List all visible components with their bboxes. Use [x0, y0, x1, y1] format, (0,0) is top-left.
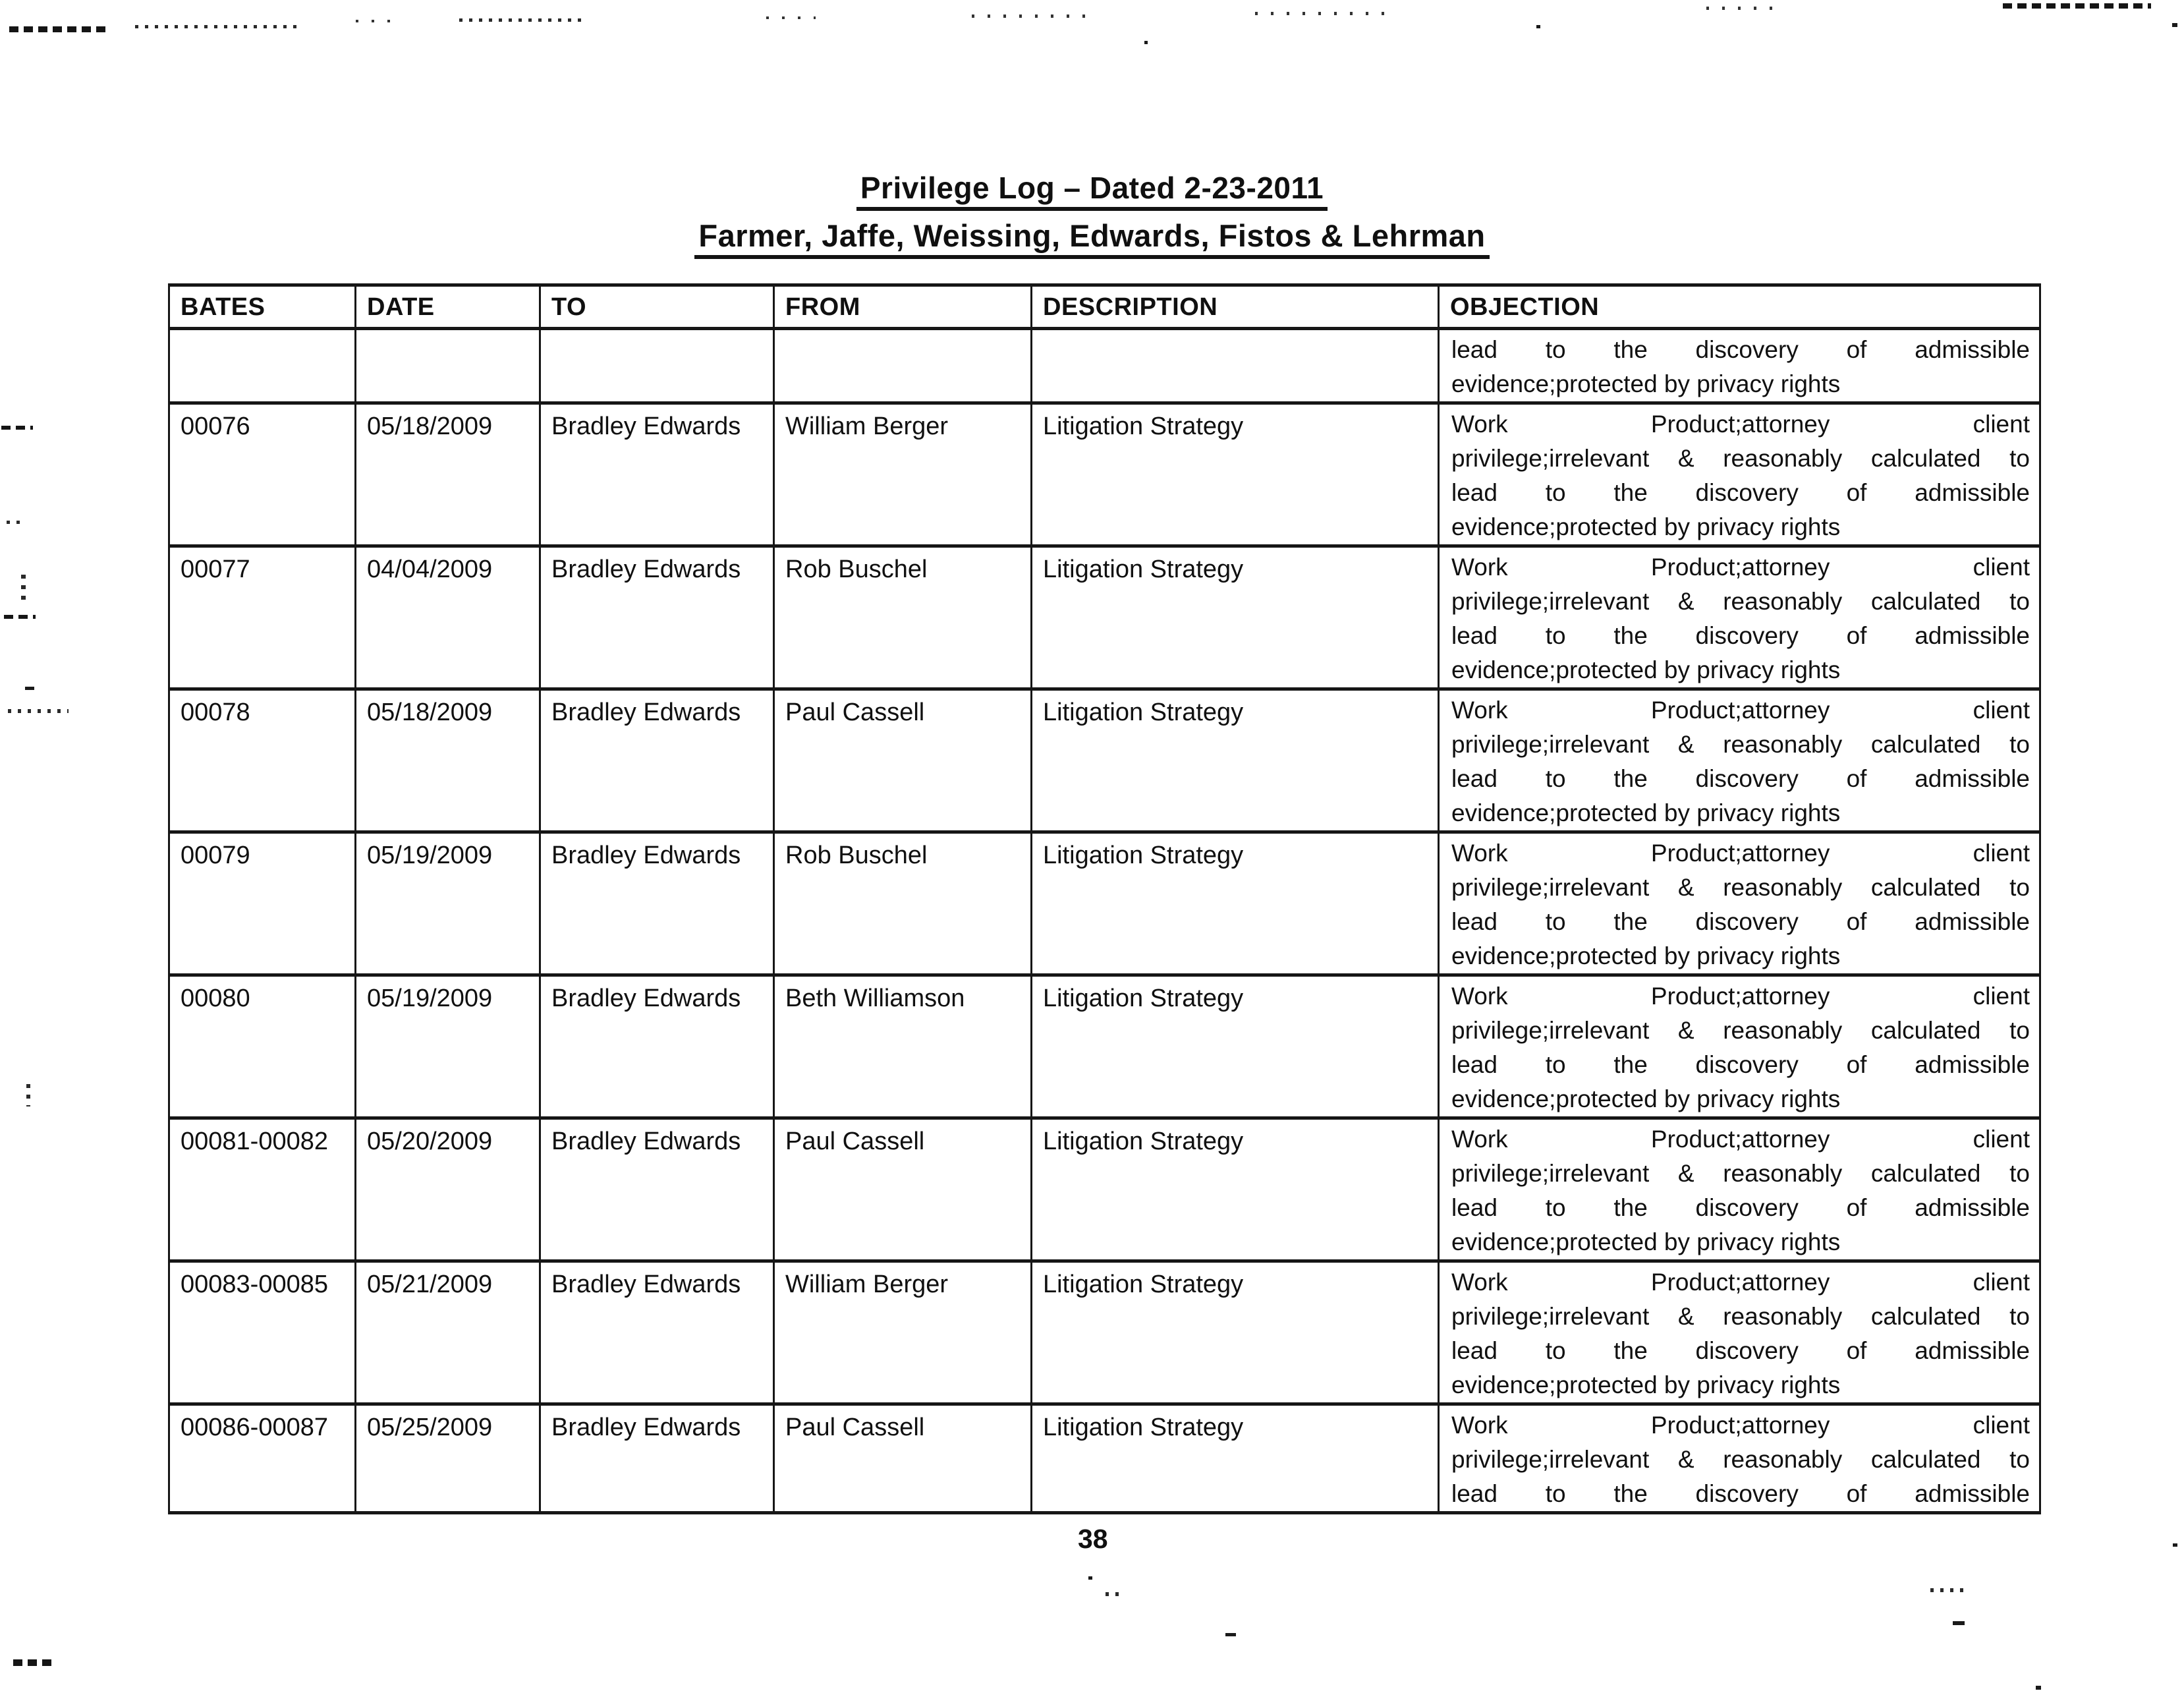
scan-artifact: [1106, 1592, 1124, 1596]
from-cell: Rob Buschel: [774, 832, 1032, 975]
scan-artifact: [1953, 1621, 1965, 1625]
bates-cell: 00078: [169, 689, 356, 832]
date-cell: 05/18/2009: [356, 403, 540, 546]
objection-line: privilege;irrelevant & reasonably calculated to: [1451, 1303, 2030, 1330]
scan-artifact: [1088, 1576, 1092, 1580]
from-cell: Paul Cassell: [774, 689, 1032, 832]
scan-artifact: [25, 687, 34, 690]
scan-artifact: [13, 1659, 54, 1666]
to-cell: Bradley Edwards: [540, 832, 774, 975]
from-cell: William Berger: [774, 1261, 1032, 1404]
to-cell: Bradley Edwards: [540, 975, 774, 1118]
to-cell: Bradley Edwards: [540, 403, 774, 546]
scan-artifact: [1536, 25, 1540, 28]
description-cell: Litigation Strategy: [1032, 1404, 1439, 1513]
scan-artifact: [2172, 23, 2177, 27]
objection-line: evidence;protected by privacy rights: [1451, 513, 1841, 540]
privilege-log-table: [168, 283, 2041, 1514]
date-cell: 05/18/2009: [356, 689, 540, 832]
objection-line: privilege;irrelevant & reasonably calculated to: [1451, 588, 2030, 615]
document-subtitle: [0, 220, 2184, 259]
scan-artifact: [1706, 7, 1779, 10]
description-cell: Litigation Strategy: [1032, 1261, 1439, 1404]
table-header-row: [169, 285, 2040, 329]
objection-line: privilege;irrelevant & reasonably calculated to: [1451, 731, 2030, 758]
bates-cell: 00079: [169, 832, 356, 975]
scan-artifact: [1225, 1633, 1236, 1636]
objection-line: evidence;protected by privacy rights: [1451, 1085, 1841, 1112]
table-row: [169, 403, 2040, 546]
column-header-objection: OBJECTION: [1439, 285, 2040, 329]
objection-line: evidence;protected by privacy rights: [1451, 1371, 1841, 1398]
objection-line: lead to the discovery of admissible: [1451, 1337, 2030, 1364]
column-header-to: TO: [540, 285, 774, 329]
bates-cell: [169, 329, 356, 403]
objection-line: Work Product;attorney client: [1451, 983, 2030, 1010]
scan-artifact: [766, 16, 816, 19]
objection-cell: [1439, 1404, 2040, 1513]
to-cell: Bradley Edwards: [540, 1261, 774, 1404]
objection-line: lead to the discovery of admissible: [1451, 622, 2030, 649]
bates-cell: 00077: [169, 546, 356, 689]
document-title-text: Privilege Log – Dated 2-23-2011: [856, 173, 1328, 211]
column-header-date: DATE: [356, 285, 540, 329]
page-number: 38: [1078, 1524, 1108, 1554]
scan-artifact: [356, 20, 402, 22]
objection-cell: [1439, 546, 2040, 689]
from-cell: Paul Cassell: [774, 1404, 1032, 1513]
objection-line: privilege;irrelevant & reasonably calculated to: [1451, 1017, 2030, 1044]
from-cell: Paul Cassell: [774, 1118, 1032, 1261]
scan-artifact: [1144, 41, 1148, 44]
to-cell: Bradley Edwards: [540, 1404, 774, 1513]
scan-artifact: [8, 709, 69, 713]
table-row: [169, 975, 2040, 1118]
objection-cell: [1439, 689, 2040, 832]
objection-line: lead to the discovery of admissible: [1451, 1480, 2030, 1507]
date-cell: 05/21/2009: [356, 1261, 540, 1404]
objection-line: lead to the discovery of admissible: [1451, 1194, 2030, 1221]
from-cell: Rob Buschel: [774, 546, 1032, 689]
objection-line: lead to the discovery of admissible: [1451, 765, 2030, 792]
objection-line: lead to the discovery of admissible: [1451, 1051, 2030, 1078]
from-cell: [774, 329, 1032, 403]
scan-artifact: [4, 615, 36, 619]
document-subtitle-text: Farmer, Jaffe, Weissing, Edwards, Fistos & Lehrman: [694, 220, 1489, 259]
scan-artifact: [2003, 3, 2151, 9]
objection-line: lead to the discovery of admissible: [1451, 479, 2030, 506]
column-header-bates: BATES: [169, 285, 356, 329]
bates-cell: 00076: [169, 403, 356, 546]
objection-line: privilege;irrelevant & reasonably calculated to: [1451, 874, 2030, 901]
objection-line: privilege;irrelevant & reasonably calculated to: [1451, 1160, 2030, 1187]
scan-artifact: [1930, 1588, 1970, 1592]
to-cell: [540, 329, 774, 403]
scan-artifact: [21, 575, 26, 601]
table-row: [169, 1118, 2040, 1261]
from-cell: William Berger: [774, 403, 1032, 546]
objection-line: evidence;protected by privacy rights: [1451, 942, 1841, 969]
objection-line: evidence;protected by privacy rights: [1451, 370, 1841, 397]
objection-line: Work Product;attorney client: [1451, 1126, 2030, 1153]
date-cell: 05/20/2009: [356, 1118, 540, 1261]
scan-artifact: [459, 18, 581, 22]
objection-line: evidence;protected by privacy rights: [1451, 656, 1841, 683]
objection-cell: [1439, 832, 2040, 975]
objection-line: privilege;irrelevant & reasonably calculated to: [1451, 445, 2030, 472]
objection-line: evidence;protected by privacy rights: [1451, 1228, 1841, 1255]
description-cell: Litigation Strategy: [1032, 403, 1439, 546]
description-cell: Litigation Strategy: [1032, 546, 1439, 689]
objection-line: privilege;irrelevant & reasonably calculated to: [1451, 1446, 2030, 1473]
description-cell: [1032, 329, 1439, 403]
scan-artifact: [2036, 1686, 2041, 1690]
table-row: [169, 329, 2040, 403]
scan-artifact: [1255, 12, 1387, 15]
from-cell: Beth Williamson: [774, 975, 1032, 1118]
objection-line: Work Product;attorney client: [1451, 411, 2030, 438]
objection-line: Work Product;attorney client: [1451, 554, 2030, 581]
objection-cell: [1439, 403, 2040, 546]
objection-line: lead to the discovery of admissible: [1451, 336, 2030, 363]
description-cell: Litigation Strategy: [1032, 832, 1439, 975]
table-row: [169, 1404, 2040, 1513]
objection-line: lead to the discovery of admissible: [1451, 908, 2030, 935]
description-cell: Litigation Strategy: [1032, 975, 1439, 1118]
bates-cell: 00081-00082: [169, 1118, 356, 1261]
objection-cell: [1439, 1261, 2040, 1404]
column-header-from: FROM: [774, 285, 1032, 329]
document-title: [0, 173, 2184, 211]
document-titles: [0, 173, 2184, 268]
objection-line: evidence;protected by privacy rights: [1451, 799, 1841, 826]
bates-cell: 00086-00087: [169, 1404, 356, 1513]
table-row: [169, 689, 2040, 832]
description-cell: Litigation Strategy: [1032, 689, 1439, 832]
table-row: [169, 546, 2040, 689]
scan-artifact: [26, 1084, 30, 1106]
to-cell: Bradley Edwards: [540, 689, 774, 832]
objection-line: Work Product;attorney client: [1451, 1269, 2030, 1296]
table-row: [169, 1261, 2040, 1404]
bates-cell: 00080: [169, 975, 356, 1118]
objection-cell: [1439, 1118, 2040, 1261]
date-cell: [356, 329, 540, 403]
date-cell: 05/19/2009: [356, 975, 540, 1118]
objection-line: Work Product;attorney client: [1451, 1412, 2030, 1439]
bates-cell: 00083-00085: [169, 1261, 356, 1404]
scan-artifact: [135, 25, 296, 28]
objection-cell: [1439, 975, 2040, 1118]
table-row: [169, 832, 2040, 975]
to-cell: Bradley Edwards: [540, 546, 774, 689]
objection-line: Work Product;attorney client: [1451, 840, 2030, 867]
date-cell: 05/19/2009: [356, 832, 540, 975]
scan-artifact: [2173, 1543, 2177, 1547]
scan-artifact: [7, 521, 21, 524]
to-cell: Bradley Edwards: [540, 1118, 774, 1261]
scan-artifact: [1, 426, 33, 430]
date-cell: 04/04/2009: [356, 546, 540, 689]
scan-artifact: [9, 26, 108, 32]
scan-artifact: [972, 14, 1087, 18]
objection-cell: [1439, 329, 2040, 403]
objection-line: Work Product;attorney client: [1451, 697, 2030, 724]
description-cell: Litigation Strategy: [1032, 1118, 1439, 1261]
date-cell: 05/25/2009: [356, 1404, 540, 1513]
column-header-description: DESCRIPTION: [1032, 285, 1439, 329]
